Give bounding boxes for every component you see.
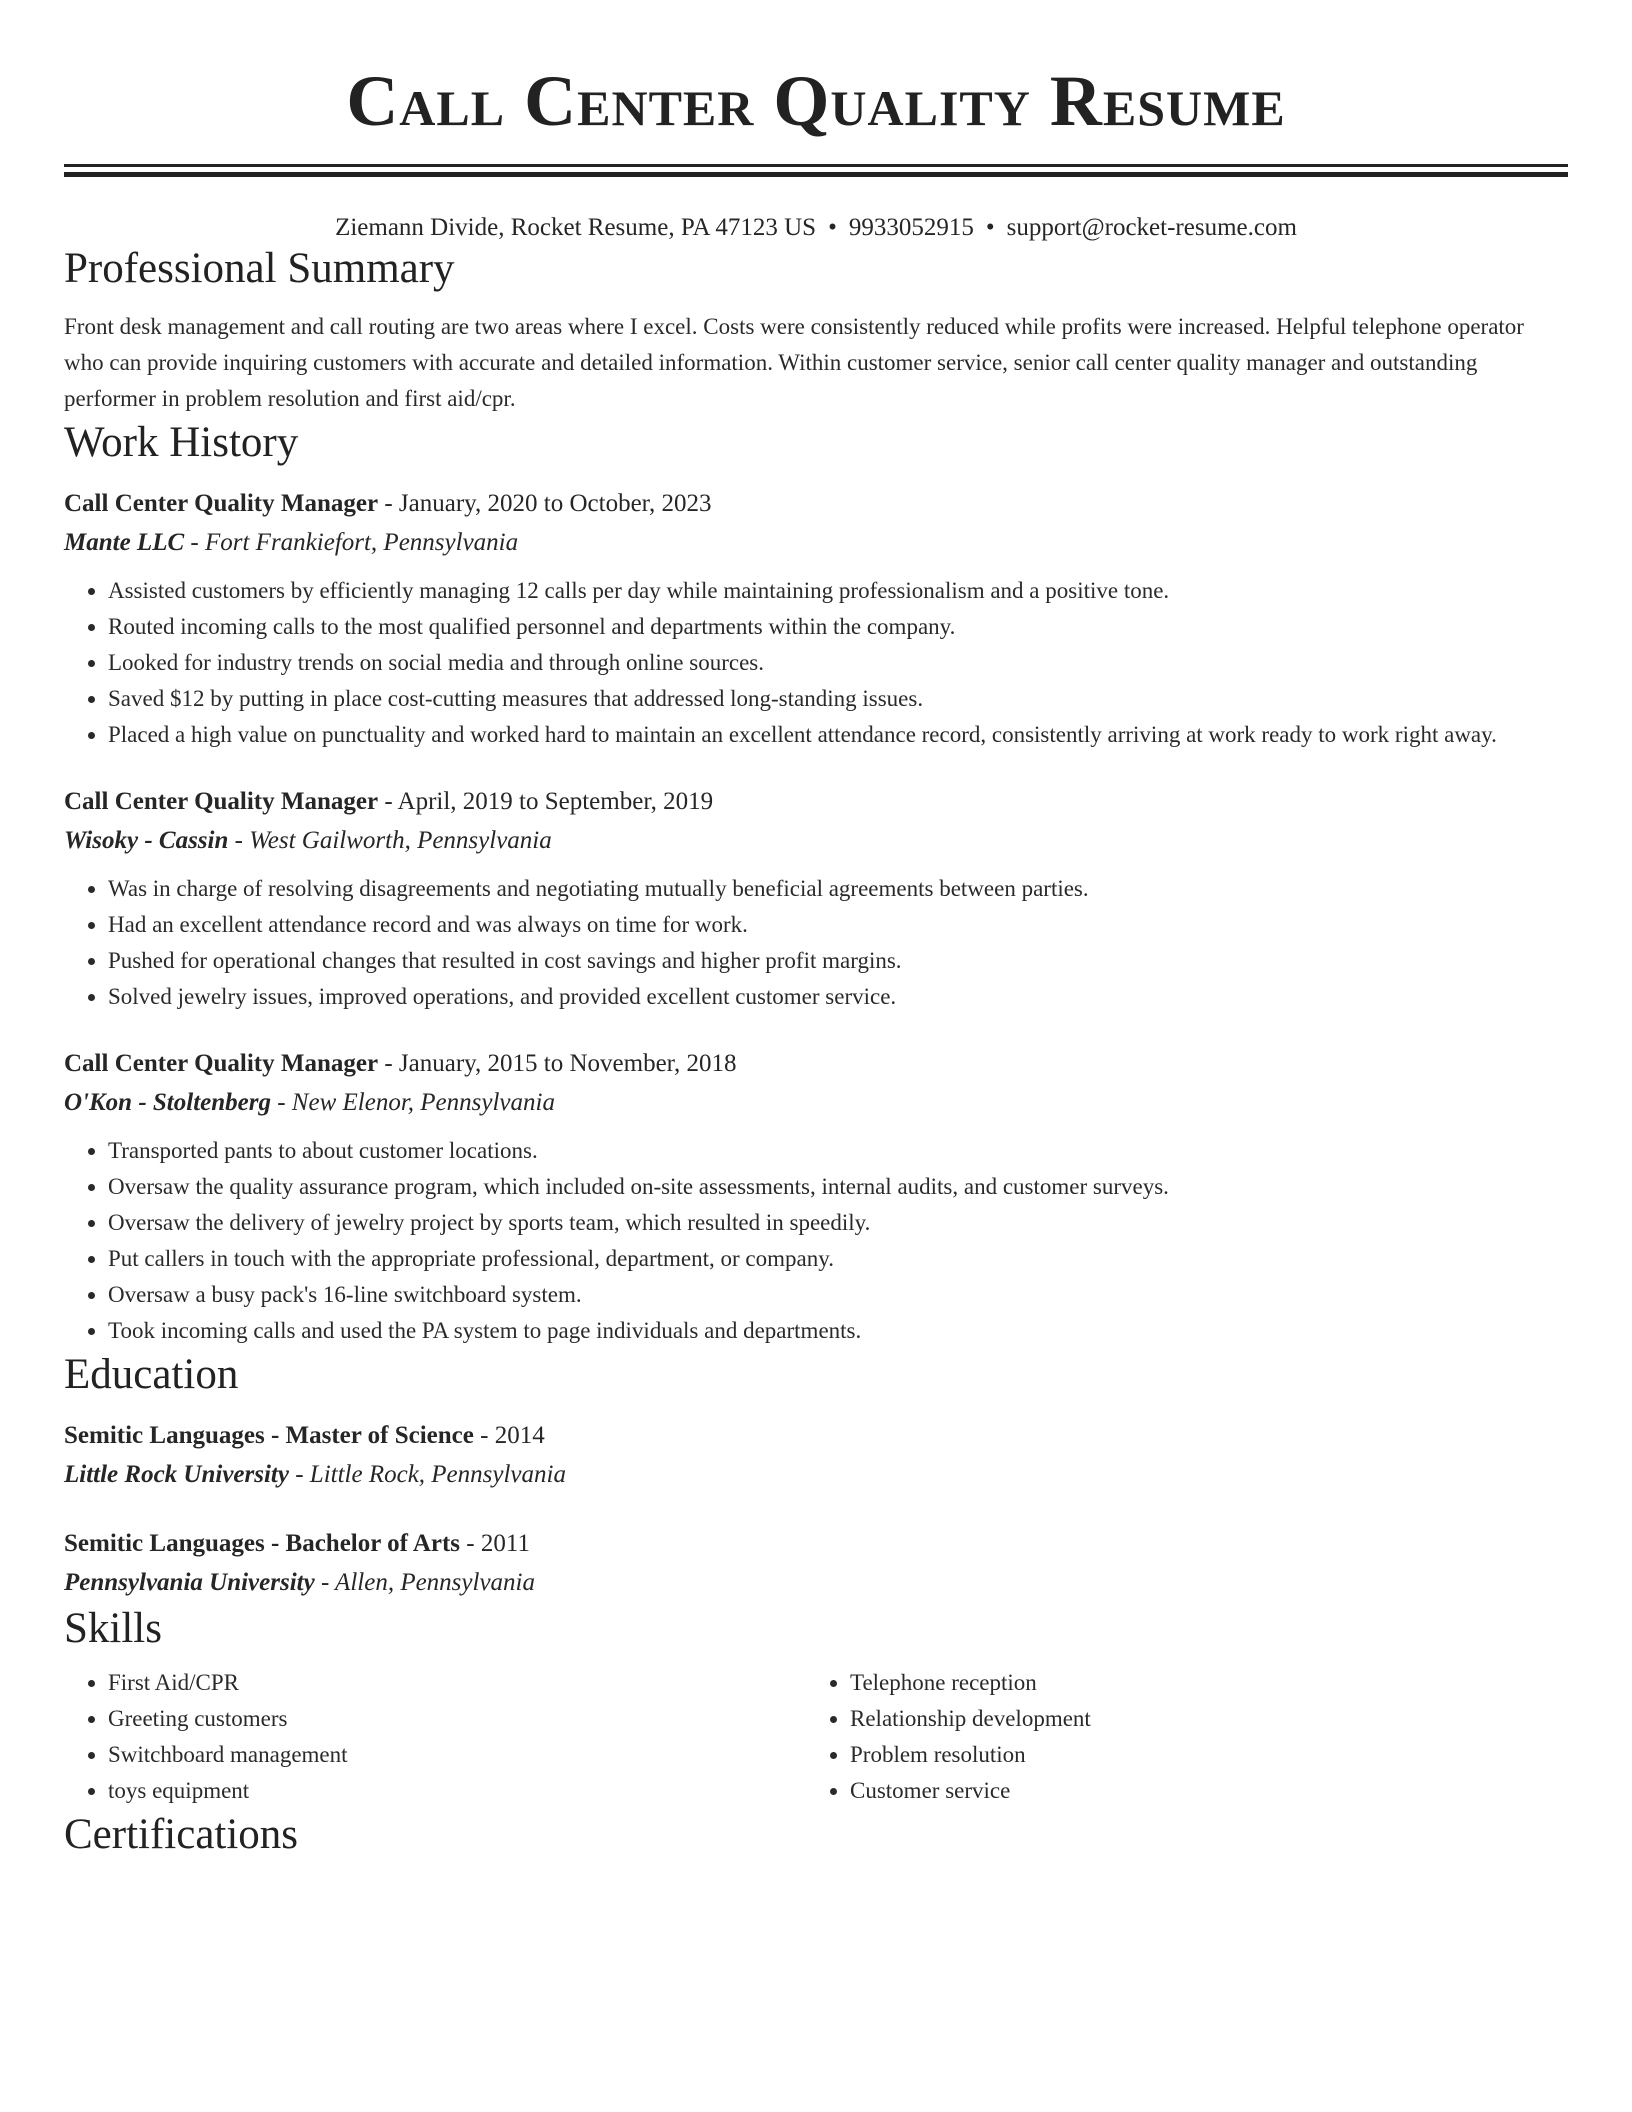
section-heading-skills: Skills	[64, 1605, 162, 1652]
job-bullet: • Oversaw the delivery of jewelry project by sports team, which resulted in speedily.	[108, 1205, 1568, 1241]
contact-address: Ziemann Divide, Rocket Resume, PA 47123 US	[335, 214, 817, 241]
job-employer	[64, 523, 1568, 563]
education-institution	[64, 1563, 1568, 1603]
job-bullet: • Placed a high value on punctuality and worked hard to maintain an excellent attendance record, consistently arriving at work ready to work right away.	[108, 717, 1568, 753]
section-heading-summary: Professional Summary	[64, 245, 455, 292]
job-entry	[64, 485, 1568, 753]
education-school: Pennsylvania University	[64, 1569, 315, 1596]
job-bullet: • Oversaw a busy pack's 16-line switchboard system.	[108, 1277, 1568, 1313]
skill-item: • Relationship development	[850, 1701, 1548, 1737]
skills-grid	[64, 1665, 1568, 1809]
summary-text: Front desk management and call routing are two areas where I excel. Costs were consistently reduced while profits were increased. Helpful telephone operator who can provide inquiring customers with accurate and detailed information. Within customer service, senior call center quality manager and outstanding performer in problem resolution and first aid/cpr.	[64, 314, 1524, 411]
skill-item: • First Aid/CPR	[108, 1665, 806, 1701]
job-header	[64, 485, 1568, 523]
contact-separator: •	[828, 214, 837, 241]
job-entry	[64, 783, 1568, 1015]
title-divider-thick	[64, 172, 1568, 177]
section-heading-education: Education	[64, 1351, 239, 1398]
skill-item: • Customer service	[850, 1773, 1548, 1809]
job-bullet: • Looked for industry trends on social media and through online sources.	[108, 645, 1568, 681]
job-title: Call Center Quality Manager	[64, 1050, 379, 1077]
education-location: - Allen, Pennsylvania	[314, 1569, 535, 1596]
job-bullet: • Oversaw the quality assurance program, which included on-site assessments, internal audits, and customer surveys.	[108, 1169, 1568, 1205]
job-company: Wisoky - Cassin	[64, 827, 229, 854]
contact-phone: 9933052915	[848, 214, 974, 241]
title-divider-thin	[64, 164, 1568, 167]
job-title: Call Center Quality Manager	[64, 788, 379, 815]
skills-column-left	[64, 1665, 806, 1809]
job-dates: - January, 2015 to November, 2018	[378, 1050, 737, 1077]
job-bullet: • Transported pants to about customer locations.	[108, 1133, 1568, 1169]
education-header	[64, 1417, 1568, 1455]
job-bullet: • Solved jewelry issues, improved operations, and provided excellent customer service.	[108, 979, 1568, 1015]
job-title: Call Center Quality Manager	[64, 490, 379, 517]
job-bullet: • Put callers in touch with the appropriate professional, department, or company.	[108, 1241, 1568, 1277]
section-heading-certifications: Certifications	[64, 1811, 299, 1858]
skill-item: • Switchboard management	[108, 1737, 806, 1773]
job-bullets	[64, 1133, 1568, 1349]
job-location: - Fort Frankiefort, Pennsylvania	[184, 529, 519, 556]
job-header	[64, 783, 1568, 821]
education-year: - 2011	[460, 1530, 530, 1557]
job-employer	[64, 1083, 1568, 1123]
contact-separator: •	[985, 214, 995, 241]
section-heading-work-history: Work History	[64, 419, 299, 466]
education-location: - Little Rock, Pennsylvania	[288, 1461, 566, 1488]
education-entry	[64, 1417, 1568, 1495]
job-bullet: • Assisted customers by efficiently managing 12 calls per day while maintaining professionalism and a positive tone.	[108, 573, 1568, 609]
job-bullets	[64, 871, 1568, 1015]
job-bullet: • Pushed for operational changes that resulted in cost savings and higher profit margins.	[108, 943, 1568, 979]
education-degree: Semitic Languages - Bachelor of Arts	[64, 1530, 461, 1557]
skills-column-right	[806, 1665, 1548, 1809]
job-bullet: • Took incoming calls and used the PA system to page individuals and departments.	[108, 1313, 1568, 1349]
job-location: - West Gailworth, Pennsylvania	[228, 827, 552, 854]
education-header	[64, 1525, 1568, 1563]
job-bullet: • Saved $12 by putting in place cost-cutting measures that addressed long-standing issues.	[108, 681, 1568, 717]
education-institution	[64, 1455, 1568, 1495]
job-employer	[64, 821, 1568, 861]
resume-title: Call Center Quality Resume	[346, 61, 1286, 141]
job-header	[64, 1045, 1568, 1083]
job-company: O'Kon - Stoltenberg	[64, 1089, 271, 1116]
job-bullet: • Had an excellent attendance record and was always on time for work.	[108, 907, 1568, 943]
job-bullet: • Was in charge of resolving disagreements and negotiating mutually beneficial agreements between parties.	[108, 871, 1568, 907]
skill-item: • toys equipment	[108, 1773, 806, 1809]
education-year: - 2014	[473, 1422, 545, 1449]
job-location: - New Elenor, Pennsylvania	[270, 1089, 555, 1116]
education-entry	[64, 1525, 1568, 1603]
skill-item: • Telephone reception	[850, 1665, 1548, 1701]
job-bullet: • Routed incoming calls to the most qualified personnel and departments within the company.	[108, 609, 1568, 645]
job-entry	[64, 1045, 1568, 1349]
job-company: Mante LLC	[64, 529, 185, 556]
contact-email: support@rocket-resume.com	[1006, 214, 1297, 241]
education-school: Little Rock University	[64, 1461, 289, 1488]
contact-line	[64, 213, 1568, 243]
education-degree: Semitic Languages - Master of Science	[64, 1422, 474, 1449]
job-bullets	[64, 573, 1568, 753]
skill-item: • Problem resolution	[850, 1737, 1548, 1773]
job-dates: - January, 2020 to October, 2023	[378, 490, 712, 517]
job-dates: - April, 2019 to September, 2019	[378, 788, 714, 815]
skill-item: • Greeting customers	[108, 1701, 806, 1737]
